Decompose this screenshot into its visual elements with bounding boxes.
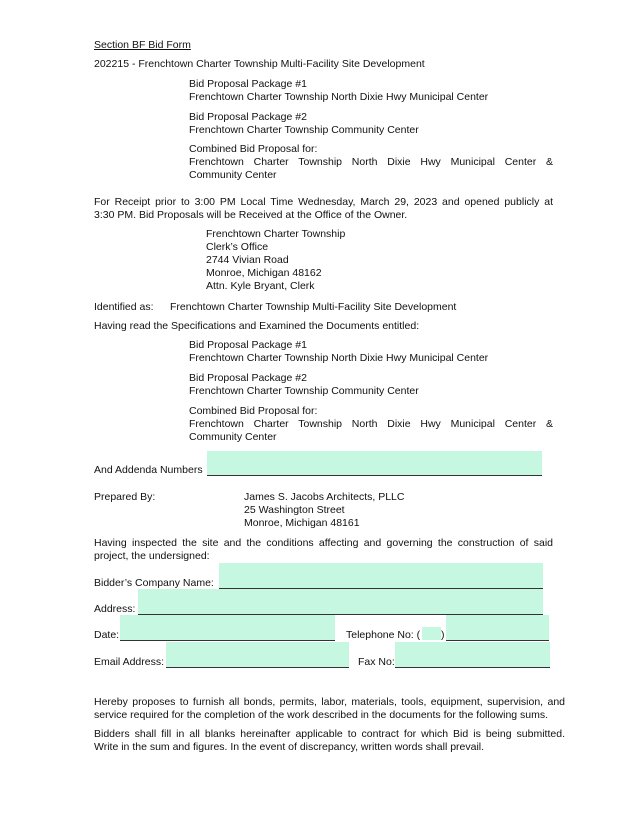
- addenda-input[interactable]: [207, 451, 542, 475]
- inspected-line2: project, the undersigned:: [94, 550, 210, 562]
- owner-street: 2744 Vivian Road: [206, 254, 289, 266]
- package-1-title: Bid Proposal Package #1: [189, 78, 307, 90]
- email-label: Email Address:: [94, 656, 165, 668]
- date-input[interactable]: [120, 615, 335, 640]
- instructions-line2: Write in the sum and figures. In the event of discrepancy, written words shall prevail.: [94, 741, 485, 753]
- telephone-input[interactable]: [446, 615, 549, 640]
- telephone-close: ): [441, 629, 445, 641]
- fax-underline: [395, 667, 550, 668]
- company-input[interactable]: [219, 563, 543, 588]
- addenda-underline: [207, 475, 542, 476]
- identified-value: Frenchtown Charter Township Multi-Facility Site Development: [170, 301, 457, 313]
- package-2-title: Bid Proposal Package #2: [189, 111, 307, 123]
- email-underline: [166, 667, 349, 668]
- package-2-desc-mid: Frenchtown Charter Township Community Center: [189, 385, 419, 397]
- owner-name: Frenchtown Charter Township: [206, 228, 346, 240]
- telephone-area-input[interactable]: [422, 627, 441, 640]
- proposes-line2: service required for the completion of the work described in the documents for the following sums.: [94, 709, 549, 721]
- receipt-line2: 3:30 PM. Bid Proposals will be Received at the Office of the Owner.: [94, 209, 408, 221]
- combined-line1-mid: Frenchtown Charter Township North Dixie Hwy Municipal Center &: [189, 418, 553, 430]
- prepared-firm: James S. Jacobs Architects, PLLC: [244, 491, 405, 503]
- inspected-line1: Having inspected the site and the conditions affecting and governing the construction of said: [94, 537, 553, 549]
- instructions-line1: Bidders shall fill in all blanks hereinafter applicable to contract for which Bid is being submitted.: [94, 728, 565, 740]
- section-title: Section BF Bid Form: [94, 39, 191, 51]
- fax-label: Fax No:: [358, 656, 395, 668]
- email-input[interactable]: [166, 642, 349, 667]
- combined-title-mid: Combined Bid Proposal for:: [189, 405, 318, 417]
- owner-attn: Attn. Kyle Bryant, Clerk: [206, 280, 315, 292]
- identified-label: Identified as:: [94, 301, 154, 313]
- combined-line2-mid: Community Center: [189, 431, 277, 443]
- telephone-underline: [446, 640, 549, 641]
- company-label: Bidder’s Company Name:: [94, 577, 214, 589]
- owner-city: Monroe, Michigan 48162: [206, 267, 322, 279]
- package-1-desc: Frenchtown Charter Township North Dixie Hwy Municipal Center: [189, 91, 489, 103]
- combined-line1: Frenchtown Charter Township North Dixie Hwy Municipal Center &: [189, 156, 553, 168]
- addenda-label: And Addenda Numbers: [94, 464, 203, 476]
- fax-input[interactable]: [395, 642, 550, 667]
- receipt-line1: For Receipt prior to 3:00 PM Local Time Wednesday, March 29, 2023 and opened publicly at: [94, 196, 553, 208]
- having-read: Having read the Specifications and Examined the Documents entitled:: [94, 320, 420, 332]
- address-input[interactable]: [138, 589, 543, 614]
- prepared-street: 25 Washington Street: [244, 504, 345, 516]
- date-label: Date:: [94, 629, 120, 641]
- address-label: Address:: [94, 603, 136, 615]
- package-1-title-mid: Bid Proposal Package #1: [189, 339, 307, 351]
- owner-office: Clerk’s Office: [206, 241, 269, 253]
- package-2-title-mid: Bid Proposal Package #2: [189, 372, 307, 384]
- prepared-label: Prepared By:: [94, 491, 156, 503]
- combined-line2: Community Center: [189, 169, 277, 181]
- package-2-desc: Frenchtown Charter Township Community Center: [189, 124, 419, 136]
- combined-title: Combined Bid Proposal for:: [189, 143, 318, 155]
- project-line: 202215 - Frenchtown Charter Township Multi-Facility Site Development: [94, 58, 425, 70]
- telephone-label: Telephone No: (: [346, 629, 421, 641]
- package-1-desc-mid: Frenchtown Charter Township North Dixie Hwy Municipal Center: [189, 352, 489, 364]
- proposes-line1: Hereby proposes to furnish all bonds, permits, labor, materials, tools, equipment, supervision, and: [94, 696, 565, 708]
- prepared-city: Monroe, Michigan 48161: [244, 517, 360, 529]
- date-underline: [120, 640, 335, 641]
